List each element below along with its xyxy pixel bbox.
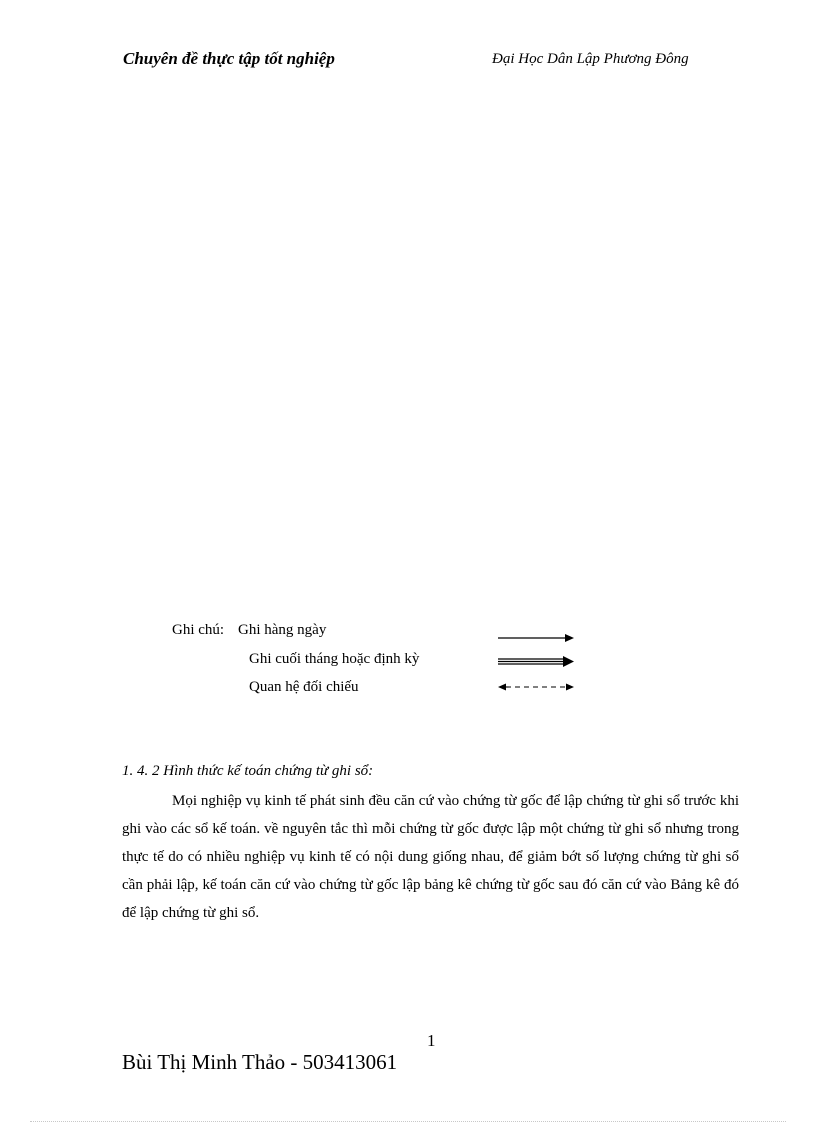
page-bottom-divider — [30, 1121, 786, 1122]
legend-item-label: Quan hệ đối chiếu — [249, 679, 359, 695]
institution-name: Đại Học Dân Lập Phương Đông — [492, 51, 689, 67]
legend-prefix: Ghi chú: — [172, 622, 225, 638]
single-arrow-icon — [496, 630, 578, 646]
document-title: Chuyên đề thực tập tốt nghiệp — [123, 49, 335, 68]
page-number: 1 — [427, 1031, 436, 1050]
section-heading: 1. 4. 2 Hình thức kế toán chứng từ ghi sổ: — [122, 763, 374, 779]
legend-item-label: Ghi cuối tháng hoặc định kỳ — [249, 651, 420, 667]
dashed-bidirectional-arrow-icon — [496, 679, 578, 695]
body-paragraph: Mọi nghiệp vụ kinh tế phát sinh đều căn cứ vào chứng từ gốc để lập chứng từ ghi sổ trước khi ghi vào các sổ kế toán. về nguyên tắc thì mỗi chứng từ gốc được lập một chứng từ ghi sổ nhưng trong thực tế do có nhiều nghiệp vụ kinh tế có nội dung giống nhau, để giảm bớt số lượng chứng từ ghi sổ cần phải lập, kế toán căn cứ vào chứng từ gốc lập bảng kê chứng từ gốc sau đó căn cứ vào Bảng kê đó để lập chứng từ ghi sổ. — [122, 793, 739, 921]
footer-author: Bùi Thị Minh Thảo - 503413061 — [122, 1050, 398, 1074]
double-arrow-icon — [496, 653, 578, 669]
legend-item-label: Ghi hàng ngày — [238, 622, 327, 638]
